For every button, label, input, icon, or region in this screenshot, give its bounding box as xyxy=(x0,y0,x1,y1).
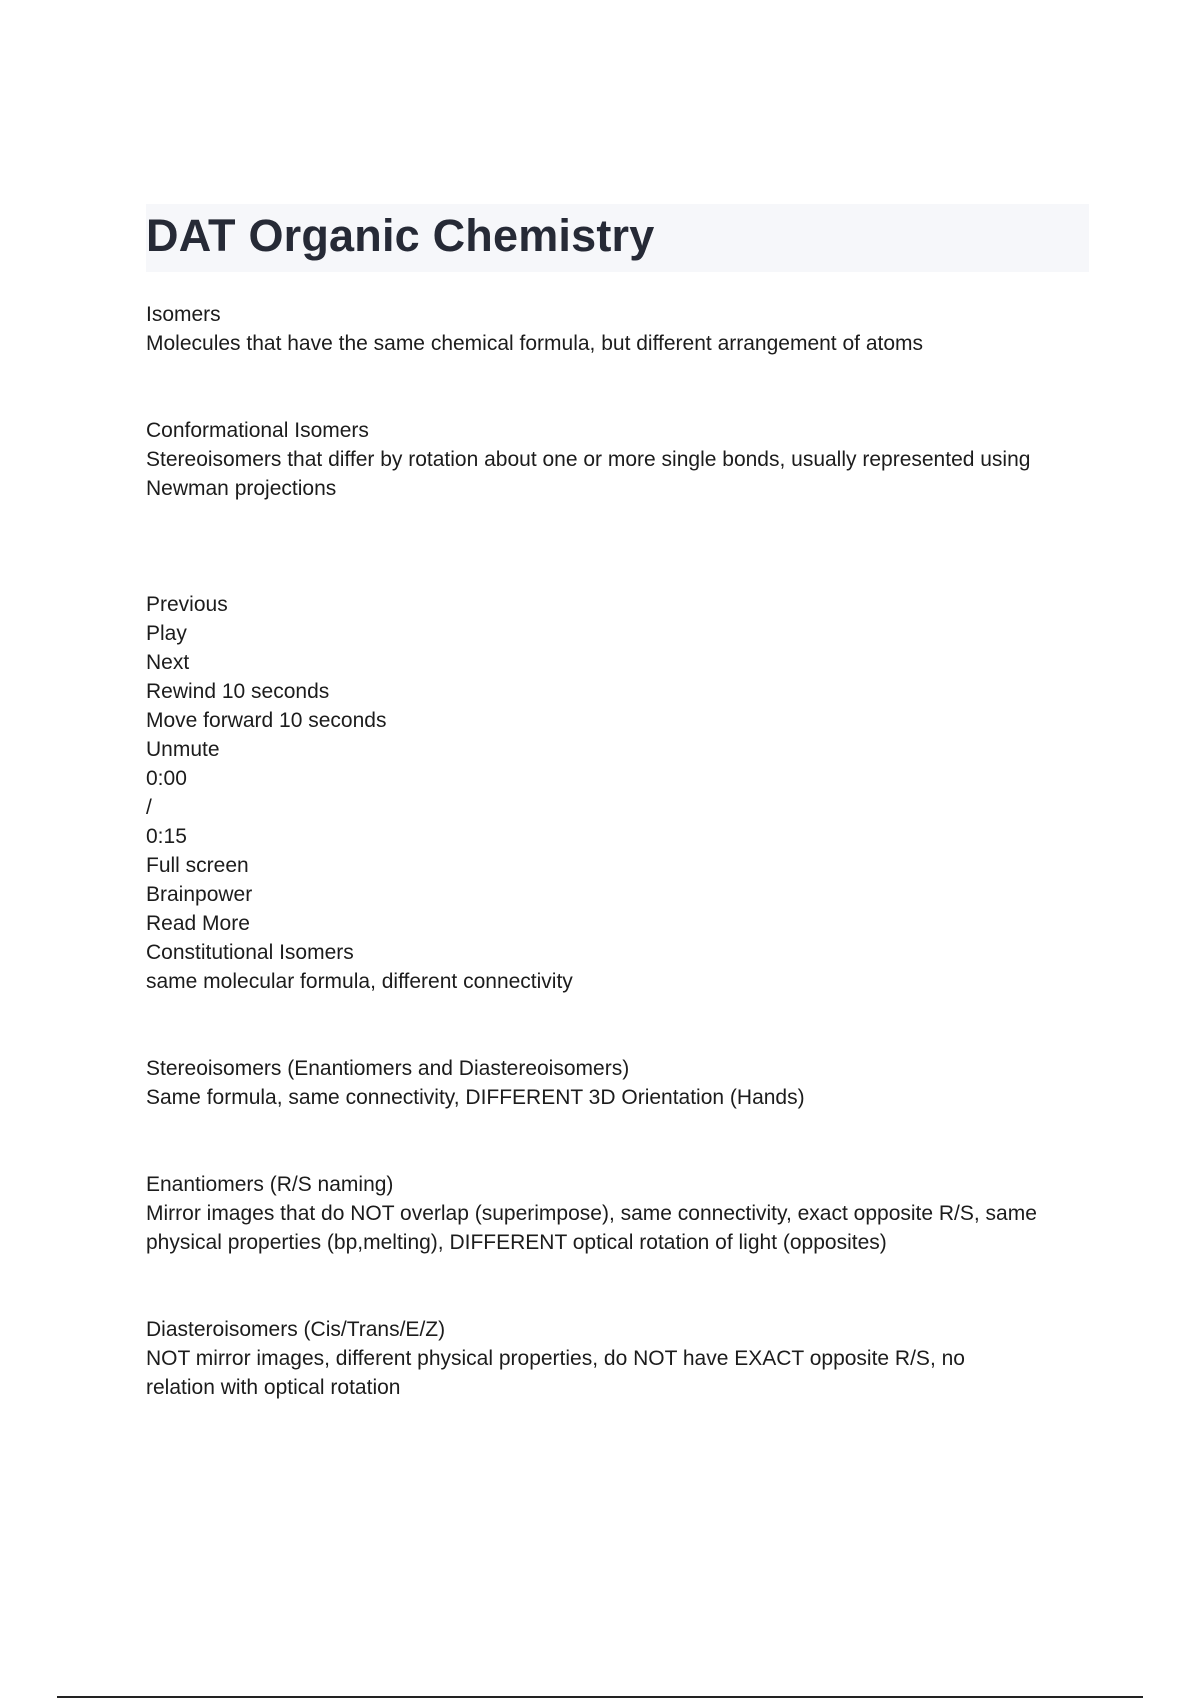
fullscreen-button[interactable]: Full screen xyxy=(146,854,249,877)
previous-button[interactable]: Previous xyxy=(146,593,228,616)
forward-button[interactable]: Move forward 10 seconds xyxy=(146,709,387,732)
card-enantiomers xyxy=(146,1170,1096,1257)
card-definition-line2: relation with optical rotation xyxy=(146,1376,401,1399)
card-constitutional-isomers xyxy=(146,938,1096,996)
spacer xyxy=(146,1257,1096,1315)
card-diasteroisomers xyxy=(146,1315,1096,1402)
unmute-button[interactable]: Unmute xyxy=(146,738,220,761)
duration: 0:15 xyxy=(146,825,187,848)
card-definition-line1: Mirror images that do NOT overlap (superimpose), same connectivity, exact opposite R/S, same xyxy=(146,1202,1037,1225)
card-definition-line2: Newman projections xyxy=(146,477,337,500)
card-definition-line1: Stereoisomers that differ by rotation about one or more single bonds, usually represented using xyxy=(146,448,1031,471)
page-bottom-rule xyxy=(57,1696,1143,1698)
card-definition-line1: NOT mirror images, different physical properties, do NOT have EXACT opposite R/S, no xyxy=(146,1347,965,1370)
flashcard-content xyxy=(146,300,1096,1402)
card-definition: Molecules that have the same chemical formula, but different arrangement of atoms xyxy=(146,332,924,355)
spacer xyxy=(146,996,1096,1054)
card-definition: Same formula, same connectivity, DIFFERENT 3D Orientation (Hands) xyxy=(146,1086,805,1109)
brand-link[interactable]: Brainpower xyxy=(146,883,253,906)
card-definition-line2: physical properties (bp,melting), DIFFERENT optical rotation of light (opposites) xyxy=(146,1231,887,1254)
next-button[interactable]: Next xyxy=(146,651,190,674)
card-isomers xyxy=(146,300,1096,358)
card-term: Constitutional Isomers xyxy=(146,941,354,964)
card-term: Conformational Isomers xyxy=(146,419,369,442)
spacer xyxy=(146,503,1096,590)
time-separator: / xyxy=(146,796,152,819)
card-term: Stereoisomers (Enantiomers and Diastereoisomers) xyxy=(146,1057,630,1080)
video-player-text xyxy=(146,590,1096,938)
page-title: DAT Organic Chemistry xyxy=(146,210,655,261)
card-definition: same molecular formula, different connectivity xyxy=(146,970,573,993)
card-term: Enantiomers (R/S naming) xyxy=(146,1173,394,1196)
current-time: 0:00 xyxy=(146,767,187,790)
card-term: Isomers xyxy=(146,303,221,326)
play-button[interactable]: Play xyxy=(146,622,187,645)
card-conformational-isomers xyxy=(146,416,1096,503)
spacer xyxy=(146,358,1096,416)
card-term: Diasteroisomers (Cis/Trans/E/Z) xyxy=(146,1318,446,1341)
spacer xyxy=(146,1112,1096,1170)
rewind-button[interactable]: Rewind 10 seconds xyxy=(146,680,330,703)
read-more-link[interactable]: Read More xyxy=(146,912,250,935)
card-stereoisomers xyxy=(146,1054,1096,1112)
